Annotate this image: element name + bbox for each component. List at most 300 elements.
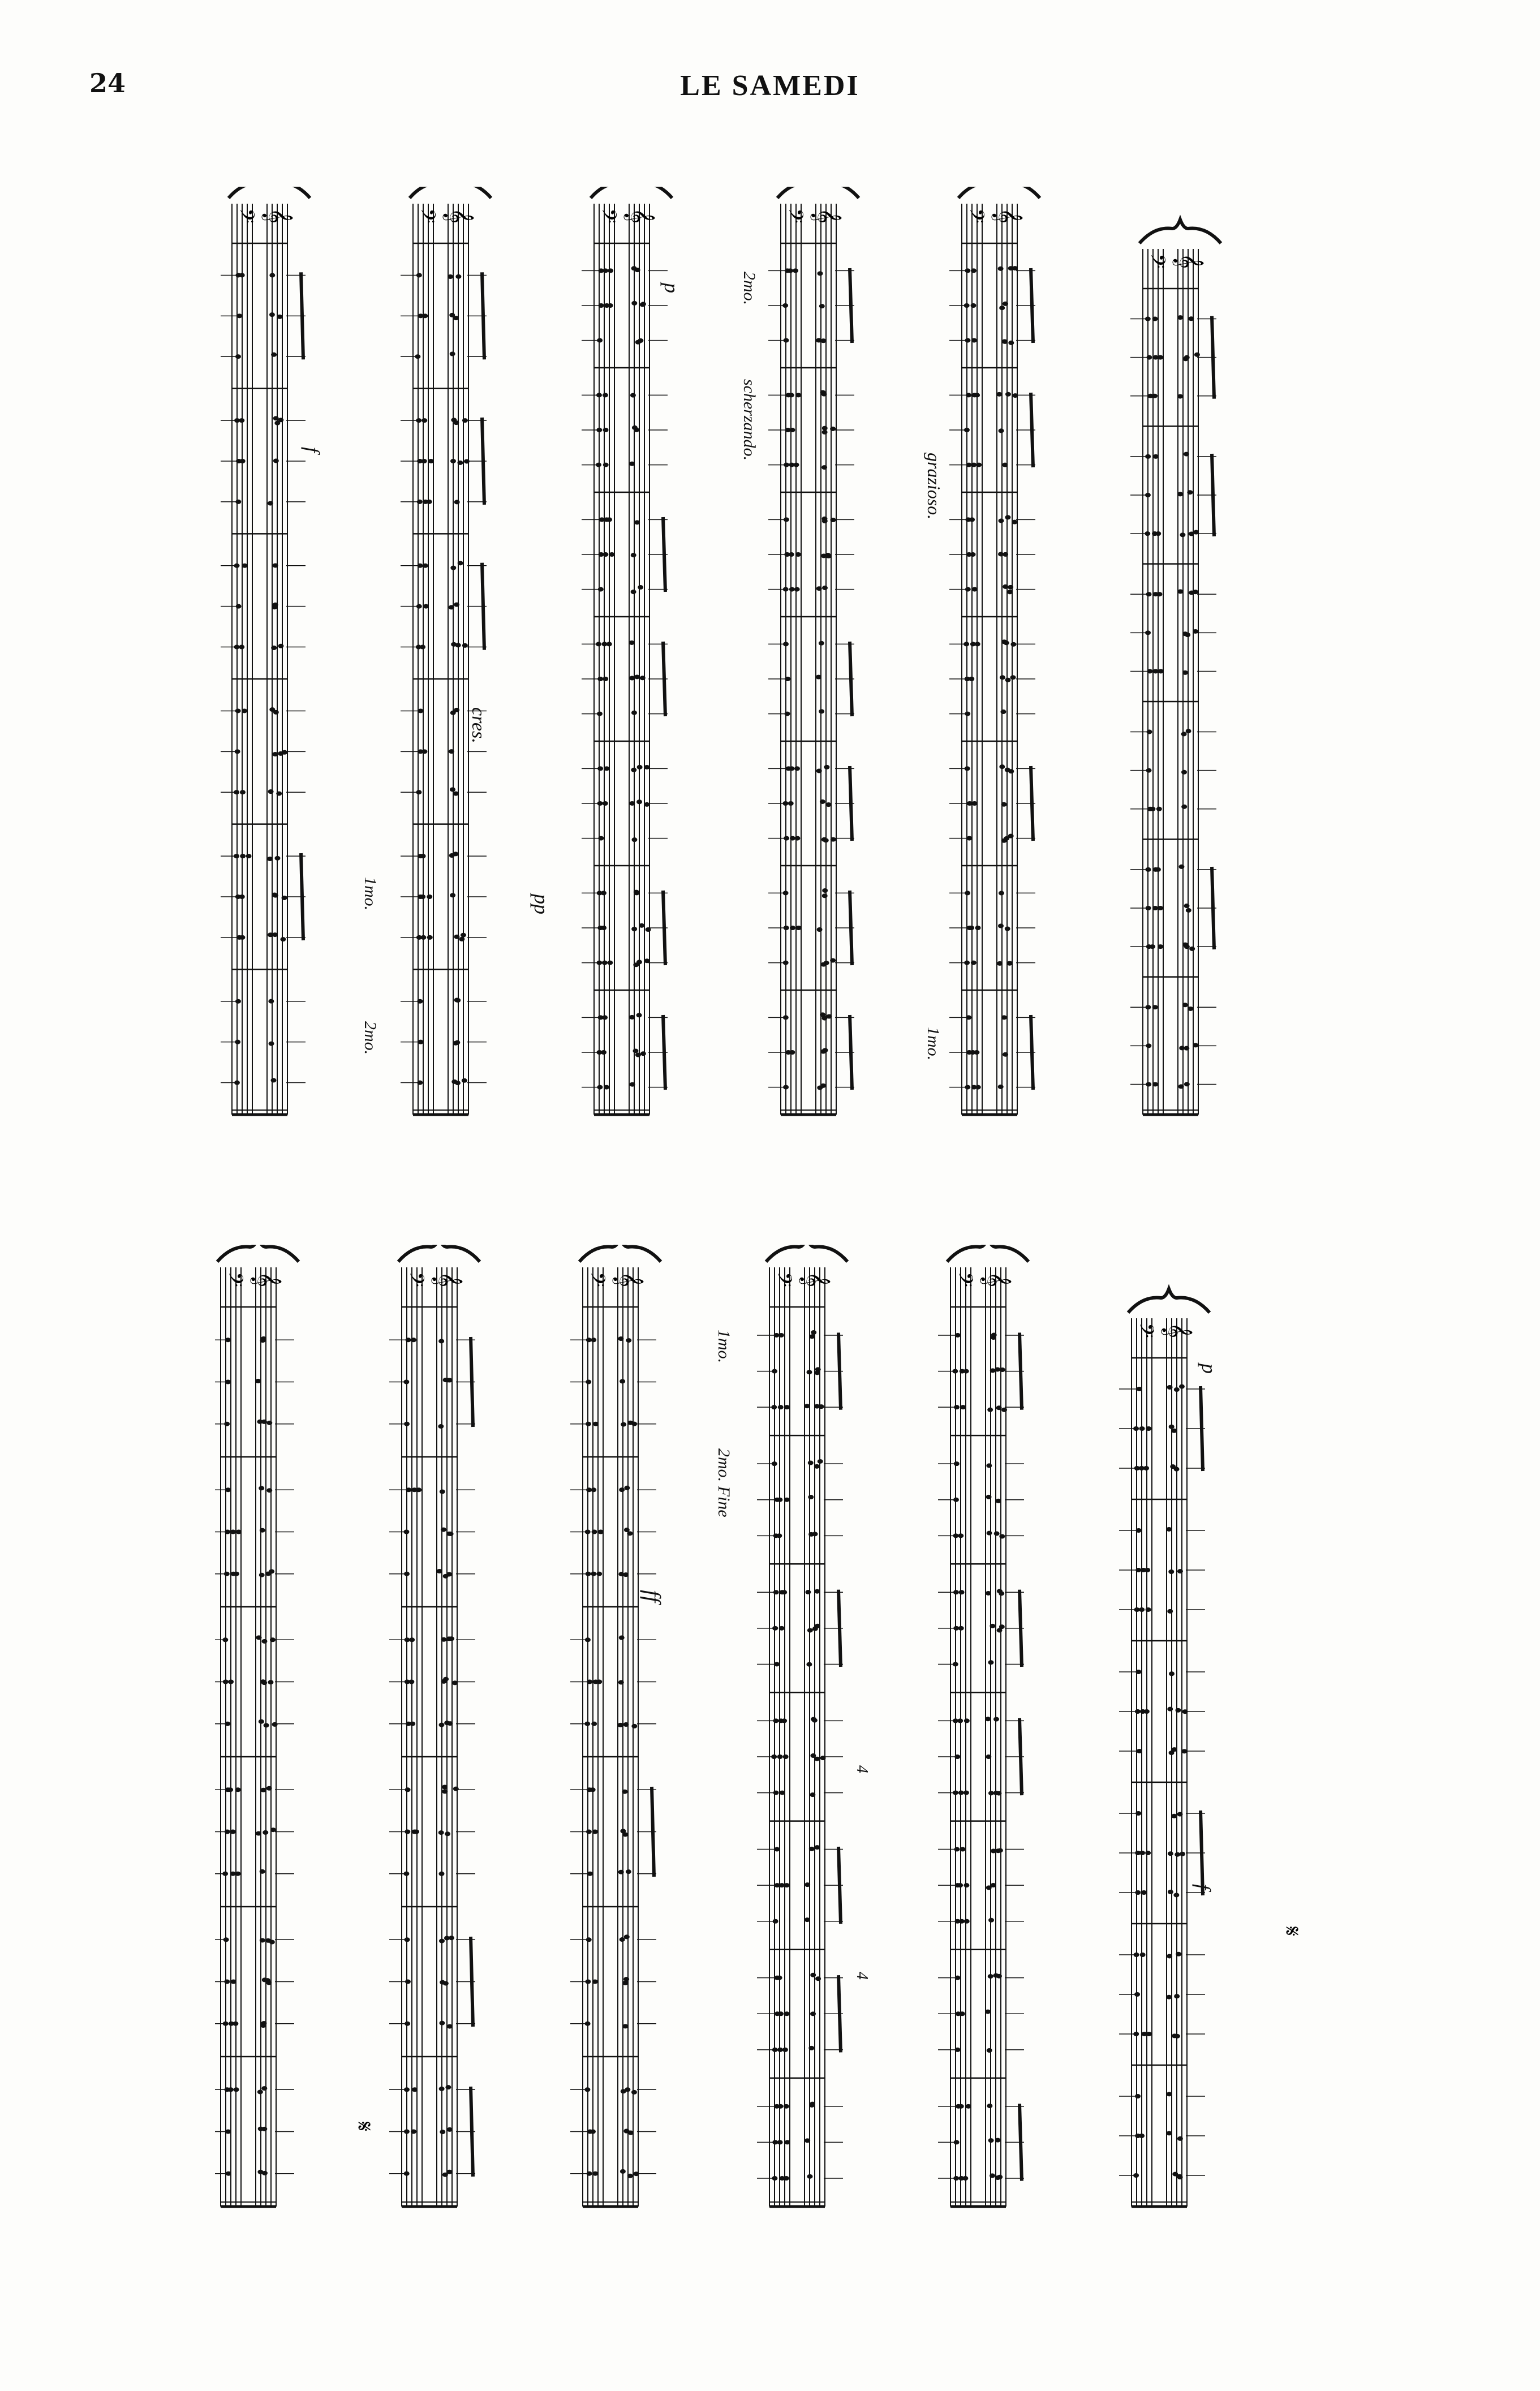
treble-note — [438, 1723, 444, 1727]
bass-note — [1141, 1890, 1147, 1895]
page-number: 24 — [89, 68, 126, 98]
bass-note — [969, 517, 975, 522]
treble-note — [276, 792, 282, 796]
treble-note — [271, 352, 277, 357]
treble-note — [629, 1015, 635, 1020]
treble-note — [1167, 2092, 1172, 2096]
bass-note — [601, 891, 606, 895]
bass-note — [796, 926, 802, 930]
bass-note — [789, 587, 795, 592]
bass-note — [604, 766, 609, 771]
treble-note — [462, 1078, 467, 1083]
treble-note — [636, 1013, 642, 1017]
treble-note — [634, 674, 640, 679]
treble-note — [620, 2169, 626, 2174]
treble-clef: 𝄞 — [433, 1272, 463, 1288]
beam — [850, 766, 852, 841]
beam — [1031, 393, 1033, 467]
piano-system-12 — [1119, 1289, 1210, 2207]
bass-note — [592, 1530, 597, 1534]
treble-note — [996, 1974, 1002, 1979]
treble-note — [1172, 1747, 1177, 1752]
treble-note — [644, 802, 649, 807]
bass-clef: 𝄢 — [231, 208, 259, 224]
bass-note — [234, 1572, 239, 1576]
treble-note — [273, 603, 278, 607]
bass-note — [607, 961, 613, 965]
treble-note — [278, 418, 283, 422]
bass-note — [784, 1883, 790, 1887]
bass-note — [240, 790, 246, 794]
bass-note — [789, 552, 794, 557]
bass-note — [598, 1530, 604, 1534]
treble-note — [450, 893, 455, 897]
bass-note — [1152, 1082, 1158, 1086]
bass-note — [225, 1530, 230, 1534]
treble-note — [455, 998, 461, 1003]
treble-note — [439, 2021, 445, 2026]
page-header — [0, 0, 1540, 147]
treble-note — [447, 1721, 453, 1726]
bass-note — [963, 1883, 969, 1887]
bass-note — [972, 587, 978, 592]
treble-note — [629, 640, 635, 645]
beam — [838, 1590, 841, 1667]
beam — [838, 1975, 841, 2052]
beam — [301, 272, 303, 359]
bass-note — [239, 645, 244, 650]
treble-note — [631, 1724, 637, 1728]
treble-note — [809, 1334, 815, 1339]
first-ending-marking: 1mo. — [715, 1330, 733, 1364]
treble-note — [1184, 355, 1190, 360]
bass-note — [421, 749, 427, 754]
bass-note — [1156, 592, 1162, 596]
bass-note — [955, 2048, 961, 2052]
system-brace — [398, 1245, 480, 1262]
bass-note — [958, 1626, 964, 1631]
treble-note — [634, 428, 639, 432]
piano-system-2 — [401, 187, 491, 1115]
treble-note — [268, 789, 274, 794]
treble-note — [450, 351, 455, 356]
treble-note — [442, 1789, 448, 1794]
bass-note — [592, 1830, 598, 1834]
treble-note — [619, 1487, 625, 1492]
bass-note — [784, 1405, 790, 1409]
bass-note — [225, 1487, 231, 1492]
bass-note — [784, 1498, 790, 1502]
treble-note — [637, 765, 643, 769]
treble-note — [1174, 1994, 1180, 1998]
bass-note — [408, 1680, 414, 1684]
bass-note — [1150, 944, 1155, 949]
bass-note — [1136, 1528, 1142, 1533]
treble-note — [815, 1624, 820, 1628]
f-marking: f — [1192, 1884, 1215, 1890]
bass-note — [960, 1847, 966, 1852]
treble-note — [449, 1936, 454, 1940]
bass-clef: 𝄢 — [949, 1272, 977, 1288]
bass-clef: 𝄢 — [412, 208, 440, 224]
treble-note — [819, 1404, 824, 1409]
bass-note — [966, 463, 972, 467]
system-brace — [777, 187, 859, 198]
treble-note — [261, 2086, 267, 2091]
treble-note — [1181, 732, 1187, 736]
treble-note — [622, 1981, 628, 1985]
treble-note — [438, 1872, 444, 1876]
bass-note — [777, 2048, 783, 2052]
piano-system-5 — [949, 187, 1040, 1115]
bass-note — [790, 836, 795, 841]
bass-note — [790, 926, 795, 930]
bass-note — [782, 2048, 788, 2052]
bass-note — [1145, 1568, 1150, 1572]
treble-note — [818, 1459, 823, 1464]
bass-note — [794, 836, 800, 841]
treble-note — [815, 1367, 821, 1371]
bass-note — [784, 2176, 789, 2181]
bass-note — [971, 961, 977, 965]
bass-note — [959, 1590, 965, 1594]
bass-note — [228, 1680, 234, 1684]
treble-note — [808, 2046, 814, 2050]
treble-note — [830, 518, 836, 522]
bass-note — [1153, 669, 1159, 673]
beam — [1212, 316, 1214, 399]
treble-note — [808, 1461, 814, 1465]
treble-note — [620, 1379, 625, 1383]
beam — [1020, 1590, 1022, 1667]
bass-note — [591, 1572, 596, 1576]
treble-note — [627, 1531, 633, 1536]
treble-note — [819, 709, 824, 713]
bass-note — [777, 2140, 783, 2144]
treble-note — [1167, 1954, 1172, 1958]
bass-note — [1139, 1426, 1145, 1431]
treble-clef: 𝄞 — [625, 208, 656, 224]
treble-note — [446, 1572, 452, 1577]
treble-note — [1177, 315, 1183, 320]
treble-note — [809, 1847, 815, 1851]
treble-clef: 𝄞 — [252, 1272, 282, 1288]
system-brace — [229, 187, 310, 198]
bass-note — [427, 895, 432, 899]
treble-note — [629, 676, 635, 681]
treble-note — [620, 1937, 625, 1942]
treble-note — [1001, 1408, 1007, 1412]
treble-note — [631, 590, 636, 594]
bass-note — [963, 1369, 969, 1374]
treble-note — [994, 1532, 1000, 1536]
bass-note — [417, 1081, 423, 1085]
treble-note — [999, 518, 1004, 523]
bass-note — [591, 1338, 596, 1342]
bass-note — [246, 854, 252, 858]
treble-note — [255, 1379, 261, 1383]
treble-note — [453, 852, 458, 856]
bass-note — [601, 926, 606, 930]
treble-note — [1180, 1852, 1185, 1856]
bass-note — [233, 2022, 238, 2026]
treble-note — [457, 461, 463, 465]
bass-note — [971, 268, 977, 273]
treble-note — [636, 799, 642, 804]
bass-note — [1135, 1811, 1141, 1816]
bass-note — [781, 1718, 787, 1723]
treble-note — [819, 304, 825, 308]
cres-marking: cres. — [468, 707, 489, 743]
treble-note — [1012, 520, 1017, 524]
bass-note — [795, 393, 801, 397]
page-title: LE SAMEDI — [680, 70, 860, 102]
bass-note — [1139, 1607, 1145, 1612]
system-brace — [958, 187, 1040, 198]
bass-note — [960, 1405, 966, 1409]
bass-note — [789, 393, 794, 397]
treble-note — [999, 1624, 1005, 1629]
treble-note — [826, 554, 832, 558]
bass-note — [601, 1050, 606, 1055]
treble-note — [996, 1499, 1001, 1503]
beam — [850, 1015, 852, 1090]
treble-note — [987, 2048, 992, 2053]
treble-note — [1002, 339, 1008, 344]
beam — [850, 642, 852, 716]
treble-note — [1171, 1429, 1177, 1433]
treble-note — [1012, 266, 1018, 270]
beam — [838, 1332, 841, 1409]
beam — [482, 563, 484, 650]
treble-note — [622, 2024, 628, 2028]
bass-note — [417, 999, 423, 1004]
treble-note — [815, 1976, 821, 1981]
bass-note — [598, 587, 604, 592]
bass-note — [587, 2171, 592, 2176]
bass-note — [969, 677, 974, 681]
treble-note — [822, 888, 828, 893]
bass-note — [411, 1338, 416, 1342]
piano-system-7 — [215, 1245, 299, 2207]
treble-note — [278, 644, 283, 648]
treble-note — [446, 1532, 452, 1536]
p-marking: p — [660, 283, 683, 293]
treble-note — [1003, 1052, 1008, 1057]
treble-note — [1182, 670, 1188, 675]
bass-note — [1152, 317, 1158, 321]
bass-note — [1146, 2032, 1152, 2036]
treble-note — [814, 1589, 820, 1594]
treble-note — [262, 2171, 268, 2175]
bass-note — [603, 677, 608, 681]
treble-note — [462, 643, 468, 648]
treble-note — [268, 501, 273, 506]
treble-note — [269, 1569, 274, 1573]
treble-note — [825, 802, 831, 807]
bass-note — [242, 564, 248, 568]
bass-note — [784, 2011, 790, 2016]
bass-note — [1155, 867, 1161, 872]
treble-note — [268, 1680, 273, 1684]
bass-note — [596, 1680, 602, 1684]
beam — [663, 891, 665, 965]
beam — [663, 517, 665, 592]
bass-note — [421, 459, 427, 463]
treble-note — [261, 1639, 267, 1644]
treble-note — [987, 1531, 992, 1536]
treble-clef: 𝄞 — [263, 208, 294, 224]
beam — [850, 268, 852, 343]
treble-note — [816, 768, 822, 773]
bass-note — [590, 1787, 596, 1792]
treble-note — [993, 1717, 999, 1722]
treble-note — [1000, 675, 1005, 680]
treble-note — [437, 1569, 442, 1573]
bass-note — [774, 1662, 780, 1666]
treble-note — [268, 999, 274, 1004]
treble-note — [1177, 1569, 1183, 1573]
treble-note — [990, 1624, 995, 1628]
bass-note — [240, 459, 246, 463]
bass-note — [1143, 1466, 1149, 1470]
treble-note — [633, 1048, 638, 1053]
treble-note — [631, 837, 637, 842]
treble-note — [640, 1051, 646, 1056]
treble-note — [1175, 1852, 1180, 1857]
bass-note — [406, 1487, 411, 1492]
bass-note — [776, 1533, 782, 1538]
treble-note — [988, 2138, 994, 2143]
bass-note — [1146, 1426, 1151, 1431]
bass-note — [795, 552, 801, 557]
treble-note — [625, 2087, 630, 2092]
beam — [1201, 1386, 1203, 1471]
treble-note — [445, 2085, 451, 2089]
treble-note — [438, 1424, 444, 1429]
system-brace — [579, 1245, 661, 1262]
treble-note — [830, 958, 836, 963]
treble-note — [821, 392, 827, 397]
treble-note — [824, 765, 829, 769]
bass-note — [955, 1333, 961, 1338]
bass-note — [780, 1791, 785, 1795]
treble-note — [273, 710, 279, 715]
treble-note — [999, 1534, 1005, 1539]
treble-note — [998, 266, 1004, 271]
treble-note — [988, 1974, 993, 1979]
treble-note — [1010, 675, 1016, 680]
treble-note — [446, 2170, 452, 2174]
bass-note — [226, 2171, 231, 2176]
treble-note — [822, 586, 828, 590]
treble-note — [631, 927, 637, 931]
treble-note — [266, 1488, 272, 1493]
treble-note — [459, 937, 464, 941]
treble-note — [996, 392, 1002, 397]
treble-note — [267, 857, 273, 861]
piano-system-3 — [582, 187, 672, 1115]
bass-note — [793, 268, 798, 273]
treble-note — [272, 1722, 278, 1727]
beam — [1031, 1015, 1033, 1090]
treble-note — [807, 2174, 813, 2179]
treble-note — [1008, 341, 1014, 345]
bass-note — [1140, 1953, 1146, 1957]
system-brace — [410, 187, 491, 198]
treble-note — [999, 428, 1004, 433]
bass-note — [420, 895, 425, 899]
treble-note — [1005, 515, 1010, 519]
treble-note — [810, 2011, 816, 2016]
bass-note — [604, 1085, 609, 1090]
bass-note — [592, 2171, 598, 2176]
treble-note — [1168, 1890, 1173, 1894]
bass-note — [777, 1976, 782, 1980]
bass-note — [412, 2087, 418, 2092]
treble-note — [272, 752, 278, 756]
treble-note — [618, 1680, 624, 1685]
treble-note — [282, 750, 287, 755]
treble-note — [274, 856, 280, 861]
bass-clef: 𝄢 — [780, 208, 807, 224]
bass-note — [960, 2011, 965, 2016]
bass-note — [603, 428, 609, 432]
score-systems-bottom — [215, 1245, 1318, 2218]
beam — [482, 418, 484, 505]
treble-note — [1166, 1995, 1172, 1999]
treble-note — [266, 1980, 272, 1985]
bass-note — [958, 1533, 963, 1538]
treble-note — [1177, 2136, 1183, 2141]
beam — [663, 1015, 665, 1090]
bass-note — [955, 1976, 961, 1980]
treble-note — [1194, 352, 1200, 357]
treble-note — [1174, 1467, 1180, 1472]
treble-note — [1181, 805, 1187, 809]
bass-note — [1152, 394, 1158, 398]
score-block-top — [221, 187, 1307, 1120]
four-marking-b: 4 — [853, 1972, 871, 1980]
second-ending-fine-marking: 2mo. Fine — [715, 1448, 733, 1517]
treble-note — [627, 2174, 633, 2178]
treble-note — [453, 792, 459, 796]
treble-clef: 𝄞 — [444, 208, 475, 224]
treble-note — [454, 1040, 460, 1045]
bass-note — [609, 552, 614, 557]
treble-note — [1184, 452, 1189, 457]
piano-system-4 — [768, 187, 859, 1115]
bass-note — [587, 1872, 593, 1876]
piano-system-9 — [570, 1245, 661, 2207]
treble-note — [987, 2104, 992, 2108]
treble-note — [1184, 1082, 1190, 1086]
treble-note — [270, 1637, 276, 1642]
bass-note — [225, 1830, 230, 1834]
bass-note — [964, 1718, 970, 1723]
treble-note — [985, 1717, 991, 1721]
treble-note — [1173, 1893, 1179, 1897]
bass-note — [783, 1754, 789, 1759]
treble-note — [629, 801, 635, 806]
treble-note — [634, 520, 640, 524]
bass-note — [1139, 2134, 1145, 2138]
bass-note — [236, 313, 242, 318]
treble-note — [814, 1845, 820, 1850]
treble-note — [1177, 492, 1183, 496]
treble-note — [461, 933, 466, 938]
treble-note — [449, 605, 454, 609]
